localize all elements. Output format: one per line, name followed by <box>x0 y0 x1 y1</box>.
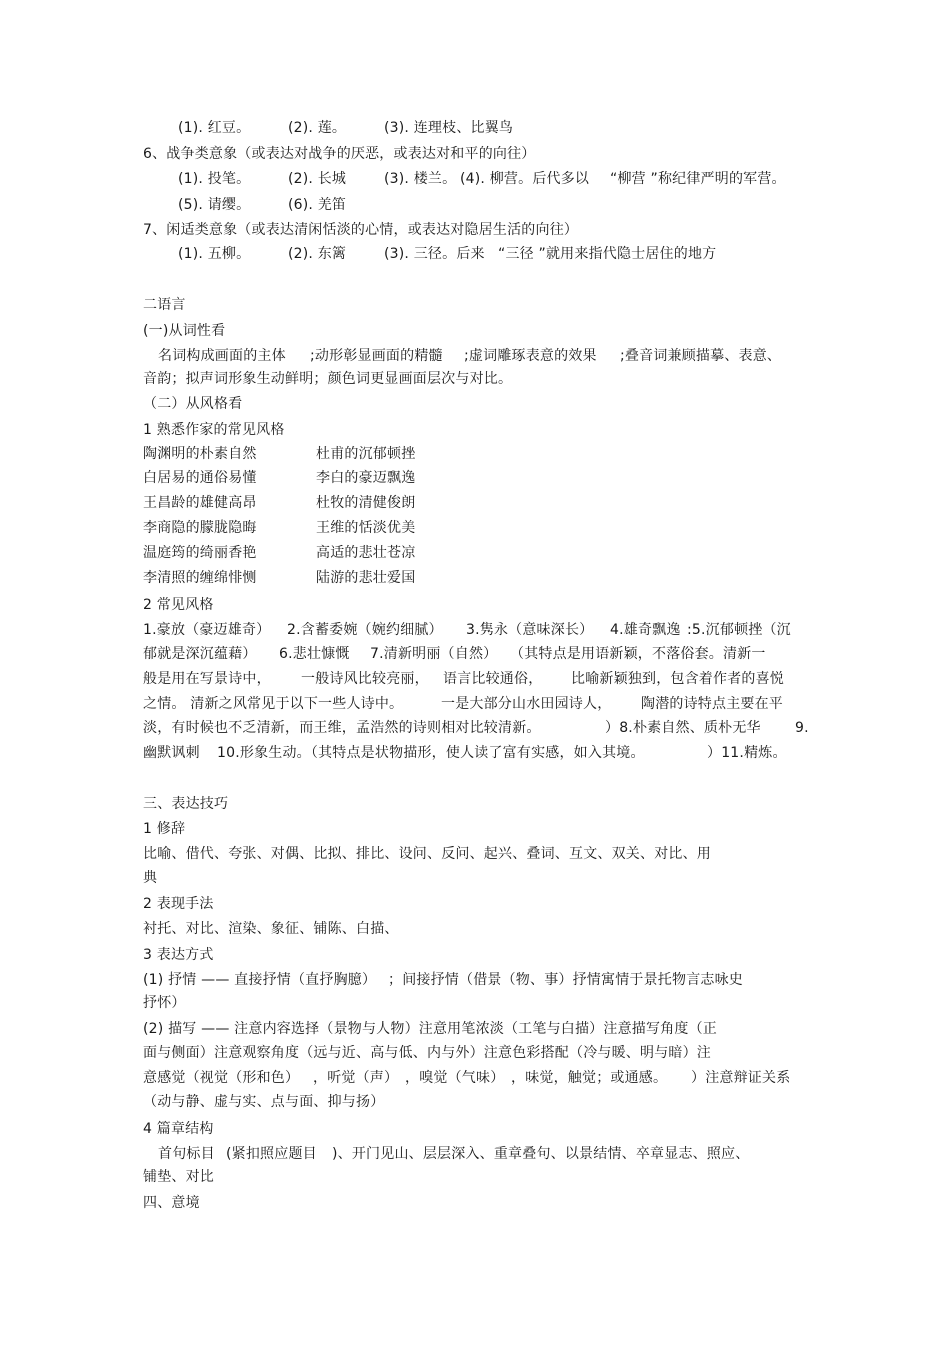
list-item: (4). 柳营。后代多以 <box>460 171 590 187</box>
text-segment: 郁就是深沉蕴藉） <box>143 646 257 662</box>
list-item: (1). 五柳。 <box>178 246 251 262</box>
paragraph-line: 衬托、对比、渲染、象征、铺陈、白描、 <box>143 921 399 937</box>
text-segment: ;动形彰显画面的精髓 <box>310 348 443 364</box>
text-segment: (紧扣照应题目 <box>226 1146 317 1162</box>
list-item: (2). 东篱 <box>288 246 347 262</box>
paragraph-line: 面与侧面）注意观察角度（远与近、高与低、内与外）注意色彩搭配（冷与暖、明与暗）注 <box>143 1045 711 1061</box>
text-segment: 幽默讽刺 <box>143 745 200 761</box>
text-segment: 4.雄奇飘逸 <box>610 622 681 638</box>
text-segment: 意感觉（视觉（形和色） <box>143 1070 300 1086</box>
text-segment: 首句标目 <box>158 1146 215 1162</box>
style-right: 杜牧的清健俊朗 <box>316 495 416 511</box>
text-segment: ）8.朴素自然、质朴无华 <box>605 720 761 736</box>
subheading-word-class: (一)从词性看 <box>143 323 226 339</box>
text-segment: 10.形象生动。（其特点是状物描形，使人读了富有实感，如入其境。 <box>217 745 645 761</box>
list-item: (1). 红豆。 <box>178 120 251 136</box>
list-item: (3). 连理枝、比翼鸟 <box>384 120 514 136</box>
list-item: (2). 莲。 <box>288 120 347 136</box>
style-left: 李商隐的朦胧隐晦 <box>143 520 257 536</box>
style-left: 李清照的缠绵悱恻 <box>143 570 257 586</box>
text-segment: ）注意辩证关系 <box>691 1070 791 1086</box>
war-imagery-heading: 6、战争类意象（或表达对战争的厌恶，或表达对和平的向往） <box>143 146 536 162</box>
list-item: (1). 投笔。 <box>178 171 251 187</box>
text-segment: 9. <box>795 720 809 736</box>
list-item: “柳营 ”称纪律严明的军营。 <box>610 171 786 187</box>
text-segment: ，味觉，触觉；或通感。 <box>511 1070 668 1086</box>
text-segment: 一般诗风比较亮丽， <box>301 671 429 687</box>
text-segment: 1.豪放（豪迈雄奇） <box>143 622 271 638</box>
text-segment: ;虚词雕琢表意的效果 <box>464 348 597 364</box>
text-segment: ，嗅觉（气味） <box>405 1070 505 1086</box>
paragraph-line: （动与静、虚与实、点与面、抑与扬） <box>143 1094 385 1110</box>
text-segment: 之情。 清新之风常见于以下一些人诗中。 <box>143 696 404 712</box>
text-segment: （其特点是用语新颖，不落俗套。清新一 <box>510 646 766 662</box>
text-segment: 陶潜的诗特点主要在平 <box>641 696 783 712</box>
list-item: (3). 三径。后来 <box>384 246 485 262</box>
paragraph-line: 典 <box>143 870 158 886</box>
text-segment: 比喻新颖独到，包含着作者的喜悦 <box>571 671 784 687</box>
style-right: 王维的恬淡优美 <box>316 520 416 536</box>
list-item: (2). 长城 <box>288 171 347 187</box>
subheading-expression: 3 表达方式 <box>143 947 214 963</box>
text-segment: )、开门见山、层层深入、重章叠句、以景结情、卒章显志、照应、 <box>332 1146 750 1162</box>
text-segment: :5.沉郁顿挫（沉 <box>687 622 791 638</box>
style-left: 王昌龄的雄健高昂 <box>143 495 257 511</box>
subheading-style: （二）从风格看 <box>143 396 243 412</box>
section-heading-language: 二语言 <box>143 297 186 313</box>
paragraph-line: 铺垫、对比 <box>143 1169 214 1185</box>
style-right: 李白的豪迈飘逸 <box>316 470 416 486</box>
text-segment: (1) 抒情 —— 直接抒情（直抒胸臆） <box>143 972 377 988</box>
text-segment: 淡，有时候也不乏清新，而王维，孟浩然的诗则相对比较清新。 <box>143 720 541 736</box>
style-right: 陆游的悲壮爱国 <box>316 570 416 586</box>
paragraph-line: (2) 描写 —— 注意内容选择（景物与人物）注意用笔浓淡（工笔与白描）注意描写角度（正 <box>143 1021 717 1037</box>
text-segment: ;叠音词兼顾描摹、表意、 <box>620 348 782 364</box>
text-segment: 般是用在写景诗中， <box>143 671 271 687</box>
text-segment: 3.隽永（意味深长） <box>466 622 594 638</box>
subheading-rhetoric: 1 修辞 <box>143 821 186 837</box>
style-left: 白居易的通俗易懂 <box>143 470 257 486</box>
text-segment: 语言比较通俗， <box>443 671 543 687</box>
section-heading-techniques: 三、表达技巧 <box>143 796 229 812</box>
text-segment: ，听觉（声） <box>313 1070 399 1086</box>
paragraph-line: 比喻、借代、夸张、对偶、比拟、排比、设问、反问、起兴、叠词、互文、双关、对比、用 <box>143 846 711 862</box>
subheading-author-styles: 1 熟悉作家的常见风格 <box>143 422 285 438</box>
section-heading-artistic-conception: 四、意境 <box>143 1195 200 1211</box>
list-item: (6). 羌笛 <box>288 197 347 213</box>
style-left: 陶渊明的朴素自然 <box>143 446 257 462</box>
text-segment: 6.悲壮慷慨 <box>279 646 350 662</box>
list-item: (3). 楼兰。 <box>384 171 457 187</box>
text-segment: 2.含蓄委婉（婉约细腻） <box>287 622 443 638</box>
paragraph-line: 抒怀） <box>143 995 186 1011</box>
text-segment: 7.清新明丽（自然） <box>370 646 498 662</box>
list-item: (5). 请缨。 <box>178 197 251 213</box>
leisure-imagery-heading: 7、闲适类意象（或表达清闲恬淡的心情，或表达对隐居生活的向往） <box>143 222 579 238</box>
list-item: “三径 ”就用来指代隐士居住的地方 <box>498 246 717 262</box>
subheading-structure: 4 篇章结构 <box>143 1121 214 1137</box>
style-left: 温庭筠的绮丽香艳 <box>143 545 257 561</box>
text-segment: 一是大部分山水田园诗人， <box>441 696 612 712</box>
text-segment: ；间接抒情（借景（物、事）抒情寓情于景托物言志咏史 <box>388 972 743 988</box>
text-segment: ）11.精炼。 <box>707 745 787 761</box>
paragraph-line: 音韵；拟声词形象生动鲜明；颜色词更显画面层次与对比。 <box>143 371 513 387</box>
text-segment: 名词构成画面的主体 <box>158 348 286 364</box>
subheading-common-styles: 2 常见风格 <box>143 597 214 613</box>
subheading-methods: 2 表现手法 <box>143 896 214 912</box>
style-right: 杜甫的沉郁顿挫 <box>316 446 416 462</box>
style-right: 高适的悲壮苍凉 <box>316 545 416 561</box>
